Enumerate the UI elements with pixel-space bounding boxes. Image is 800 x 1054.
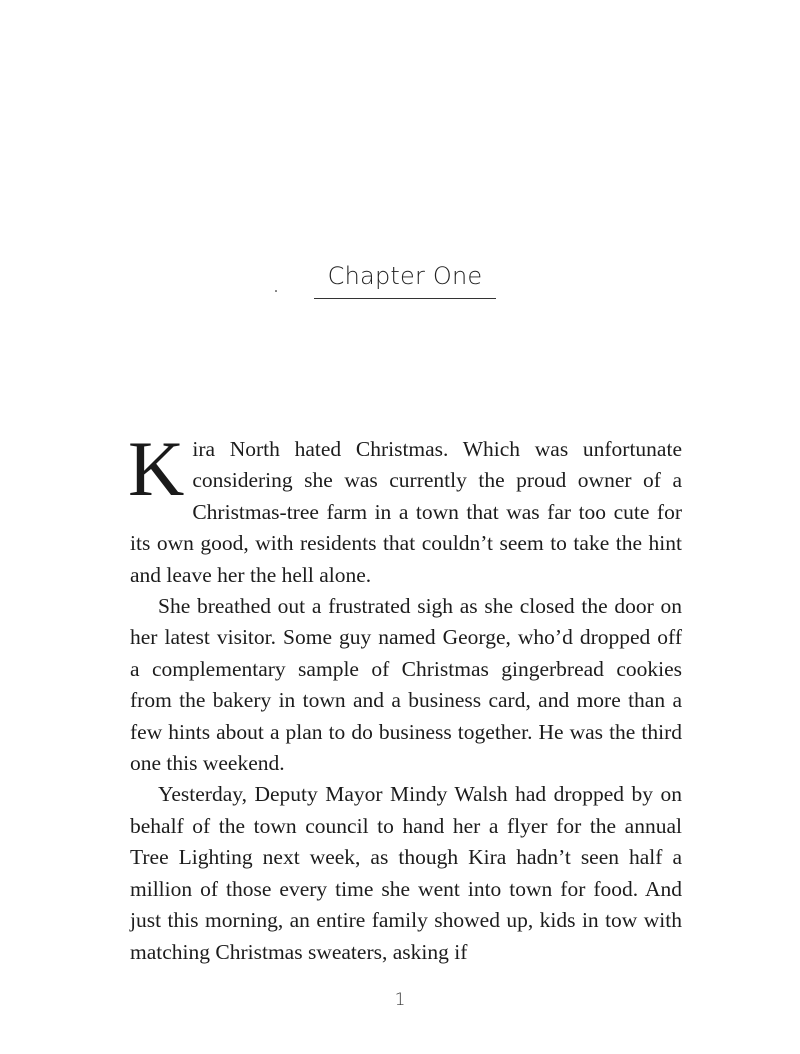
chapter-body [128, 425, 682, 968]
stray-mark [275, 290, 277, 292]
chapter-title: Chapter One [327, 262, 483, 290]
paragraph-3: Yesterday, Deputy Mayor Mindy Walsh had dropped by on behalf of the town council to hand her a flyer for the annual Tree Lighting next week, as though Kira hadn’t seen half a million of those every time she went into town for food. And just this morning, an entire family showed up, kids in tow with matching Christmas sweaters, asking if [130, 782, 682, 964]
drop-cap: K [128, 425, 185, 512]
paragraph-1 [128, 425, 682, 591]
page-number: 1 [394, 990, 406, 1010]
chapter-title-underline [314, 298, 496, 299]
paragraph-2: She breathed out a frustrated sigh as she closed the door on her latest visitor. Some guy named George, who’d dropped off a complementary sample of Christmas gingerbread cookies from the bakery in town and a business card, and more than a few hints about a plan to do business together. He was the third one this weekend. [130, 594, 682, 776]
paragraph-1-text: ira North hated Christmas. Which was unfortunate considering she was currently the proud owner of a Christmas-tree farm in a town that was far too cute for its own good, with residents that couldn’t seem to take the hint and leave her the hell alone. [130, 437, 682, 587]
